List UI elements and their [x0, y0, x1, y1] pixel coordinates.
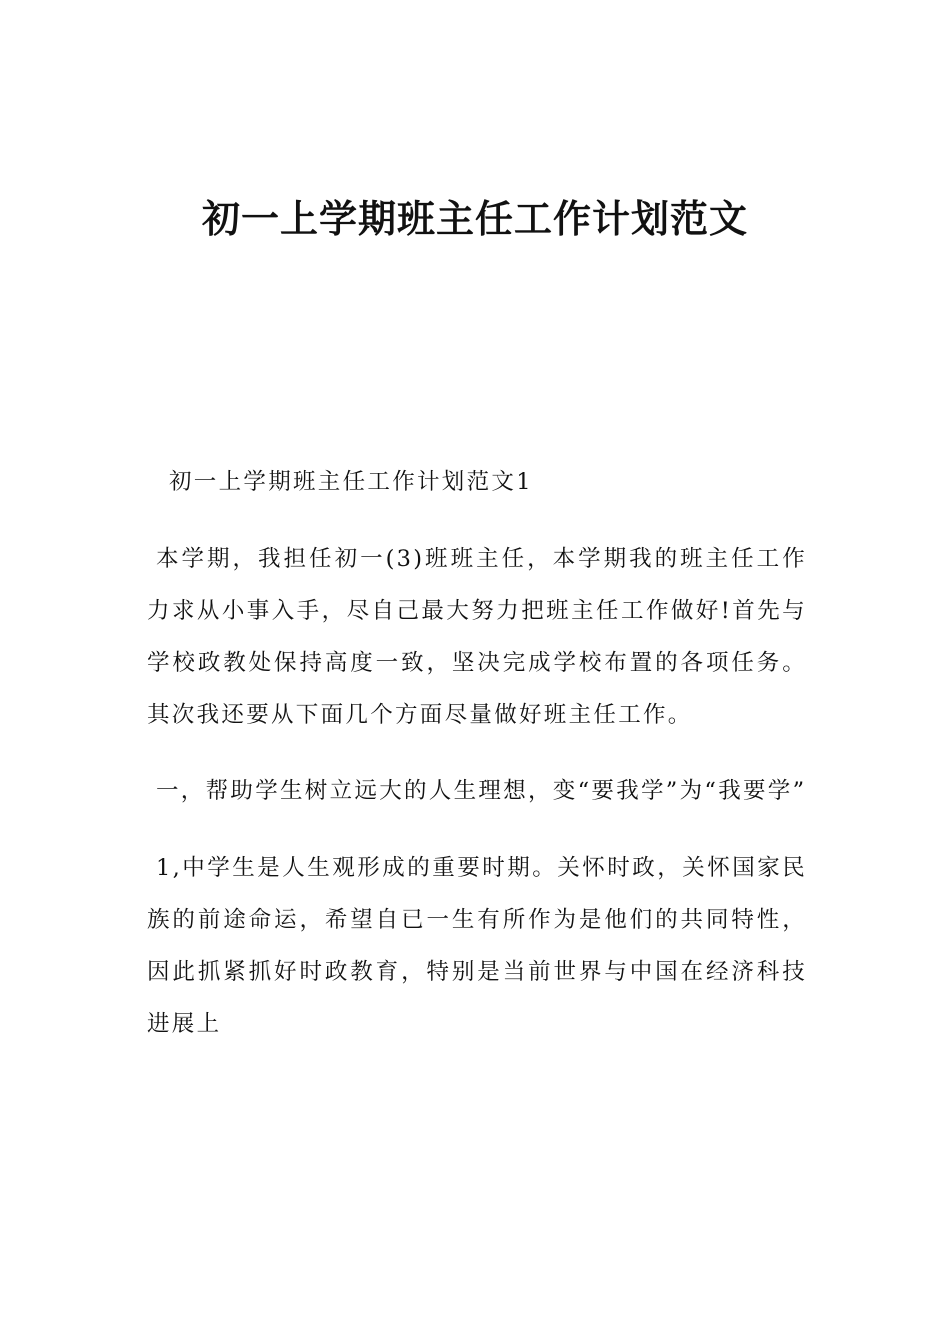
paragraph-intro: 本学期，我担任初一(3)班班主任，本学期我的班主任工作力求从小事入手，尽自己最大努力把班主任工作做好!首先与学校政教处保持高度一致，坚决完成学校布置的各项任务。其次我还要从下面几个方面尽量做好班主任工作。 [147, 545, 807, 728]
section-heading: 初一上学期班主任工作计划范文1 [169, 469, 533, 495]
document-body [147, 456, 807, 1074]
document-title: 初一上学期班主任工作计划范文 [201, 197, 748, 241]
section-heading-one: 一，帮助学生树立远大的人生理想，变“要我学”为“我要学” [156, 778, 807, 804]
paragraph-point-one: 1,中学生是人生观形成的重要时期。关怀时政，关怀国家民族的前途命运，希望自已一生有所作为是他们的共同特性，因此抓紧抓好时政教育，特别是当前世界与中国在经济科技进展上 [147, 854, 807, 1037]
